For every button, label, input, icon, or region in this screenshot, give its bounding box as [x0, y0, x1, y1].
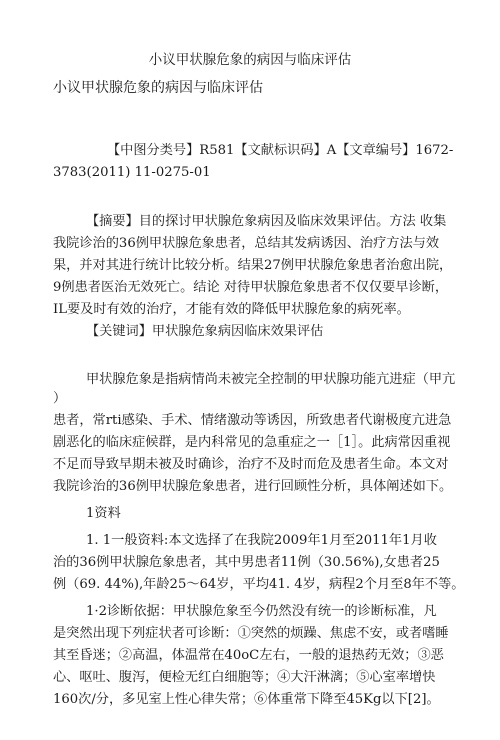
document-title: 小议甲状腺危象的病因与临床评估 [148, 52, 352, 68]
abstract-line: 果，并对其进行统计比较分析。结果27例甲状腺危象患者治愈出院， [53, 258, 453, 273]
general-info-line: 治的36例甲状腺危象患者，其中男患者11例（30.56%),女患者25 [53, 555, 440, 570]
general-info-line: 例（69. 44%),年龄25～64岁，平均41. 4岁，病程2个月至8年不等。 [53, 577, 465, 592]
diagnosis-line: 是突然出现下列症状者可诊断：①突然的烦躁、焦虑不安，或者嗜睡 [53, 626, 449, 641]
classification-line: 3783(2011) 11-0275-01 [53, 165, 211, 180]
general-info-line: 1. 1一般资料:本文选择了在我院2009年1月至2011年1月收 [86, 533, 437, 548]
section-heading: 1资料 [86, 506, 121, 521]
diagnosis-line: 160次/分，多见室上性心律失常；⑥体重常下降至45Kg以下[2]。 [53, 692, 440, 707]
intro-line: 剧恶化的临床症候群，是内科常见的急重症之一［1］。此病常因重视 [53, 435, 451, 450]
intro-line: 不足而导致早期未被及时确诊，治疗不及时而危及患者生命。本文对 [53, 457, 449, 472]
intro-line: 患者，常rti感染、手术、情绪激动等诱因，所致患者代谢极度亢进急 [53, 413, 452, 428]
abstract-line: 9例患者医治无效死亡。结论 对待甲状腺危象患者不仅仅要早诊断， [53, 280, 449, 295]
document-subtitle: 小议甲状腺危象的病因与临床评估 [53, 80, 263, 96]
abstract-line: 【摘要】目的探讨甲状腺危象病因及临床效果评估。方法 收集 [86, 214, 447, 229]
abstract-line: IL要及时有效的治疗，才能有效的降低甲状腺危象的病死率。 [53, 302, 410, 317]
diagnosis-line: 其至昏迷；②高温，体温常在40oC左右，一般的退热药无效；③恶 [53, 648, 444, 663]
intro-line: 我院诊治的36例甲状腺危象患者，进行回顾性分析，具体阐述如下。 [53, 479, 453, 494]
intro-line: ） [53, 391, 67, 406]
diagnosis-line: 1·2诊断依据：甲状腺危象至今仍然没有统一的诊断标准，凡 [86, 604, 437, 619]
intro-line: 甲状腺危象是指病情尚未被完全控制的甲状腺功能亢进症（甲亢 [86, 372, 456, 387]
abstract-line: 我院诊治的36例甲状腺危象患者，总结其发病诱因、治疗方法与效 [53, 236, 440, 251]
classification-line: 【中图分类号】R581【文献标识码】A【文章编号】1672- [107, 143, 454, 158]
keywords-line: 【关键词】甲状腺危象病因临床效果评估 [86, 324, 324, 339]
diagnosis-line: 心、呕吐、腹泻，便检无红白细胞等；④大汗淋漓；⑤心室率增快 [53, 670, 436, 685]
